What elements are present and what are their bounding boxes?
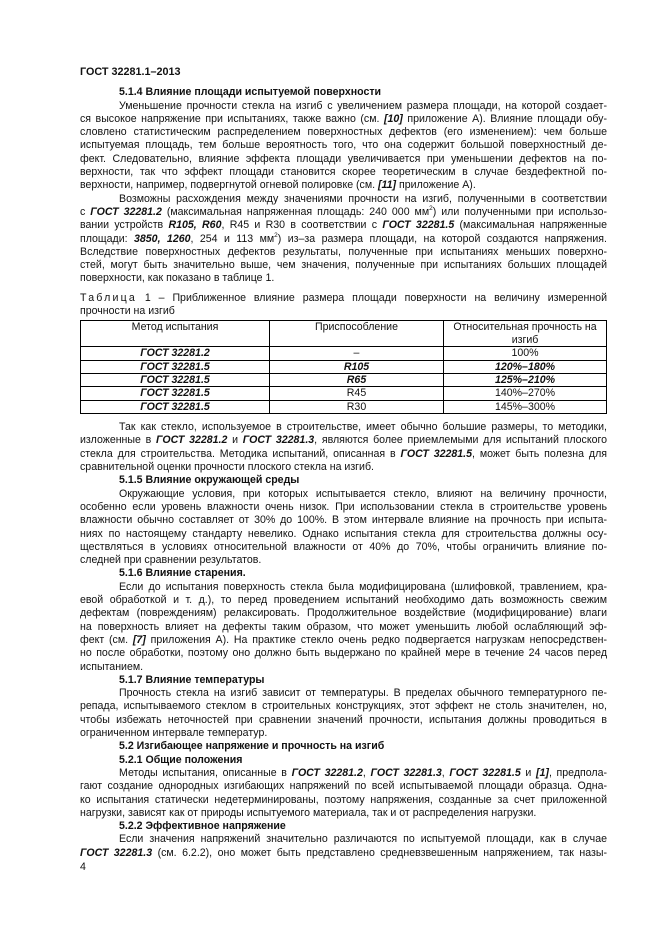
text-run: (максимальная напряженная площадь: 240 000 мм xyxy=(161,205,430,218)
text-line xyxy=(80,767,607,780)
text-run: и xyxy=(227,434,243,447)
cell-strength: 145%–300% xyxy=(444,400,607,413)
text-line xyxy=(80,206,607,219)
paragraph xyxy=(80,193,607,286)
cell-method: ГОСТ 32281.5 xyxy=(81,400,270,413)
strength-table xyxy=(80,320,607,414)
text-line xyxy=(80,714,607,727)
text-run: с xyxy=(80,205,91,218)
table-row xyxy=(81,373,607,386)
text-line xyxy=(80,514,607,527)
text-run: ся высокое напряжение при испытаниях, также важно (см. xyxy=(80,112,384,125)
caption-word: Таблица xyxy=(80,291,137,304)
text-line xyxy=(80,193,607,206)
text-line xyxy=(80,126,607,139)
text-run: , R45 и R30 в соответствии с xyxy=(221,219,383,232)
text-run: влажности обычно составляет от 30% до 100%. В этом интервале влияние на прочность при испыта- xyxy=(80,514,607,527)
reference: ГОСТ 32281.5 xyxy=(382,219,455,232)
table-row xyxy=(81,387,607,400)
document-header: ГОСТ 32281.1–2013 xyxy=(80,66,181,78)
cell-strength: 125%–210% xyxy=(444,373,607,386)
cell-strength: 100% xyxy=(444,347,607,360)
text-line xyxy=(80,179,607,192)
text-run: репада, испытываемого стеклом в строительных конструкциях, этот эффект не столь значителен, но, xyxy=(80,700,607,713)
text-run: (см. 6.2.2), оно может быть представлено средневзвешенным напряжением, так назы- xyxy=(152,846,607,859)
text-run: приложение А). Влияние площади обу- xyxy=(402,112,607,125)
text-line xyxy=(80,272,607,285)
text-run: стей, могут быть значительно выше, чем значения, полученные при испытаниях больших площадей xyxy=(80,259,607,272)
text-line xyxy=(80,246,607,259)
paragraph xyxy=(80,581,607,674)
text-run: , xyxy=(441,766,450,779)
text-line xyxy=(80,833,607,846)
text-line xyxy=(80,581,607,594)
text-run: Если до испытания поверхность стекла была модифицирована (шлифовкой, травлением, кра- xyxy=(119,580,607,593)
text-run: на поверхность влияет на дефекты таким образом, что может уменьшить любой ослабляющий эф- xyxy=(80,620,607,633)
column-header-method: Метод испытания xyxy=(81,321,270,347)
text-run: Так как стекло, используемое в строительстве, имеет обычно большие размеры, то методики, xyxy=(119,421,607,434)
cell-strength: 140%–270% xyxy=(444,387,607,400)
text-run: ) из–за размера площади, на которой создаются напряжения. xyxy=(277,232,607,245)
text-run: испытанием. xyxy=(80,660,144,673)
text-run: приложение А). xyxy=(396,179,476,192)
reference: [11] xyxy=(378,179,397,192)
column-header-strength: Относительная прочность на изгиб xyxy=(444,321,607,347)
reference: ГОСТ 32281.5 xyxy=(449,766,521,779)
text-run: и xyxy=(520,766,536,779)
cell-method: ГОСТ 32281.5 xyxy=(81,387,270,400)
reference: ГОСТ 32281.2 xyxy=(90,205,162,218)
text-line xyxy=(80,100,607,113)
table-row xyxy=(81,360,607,373)
section-heading: 5.1.7 Влияние температуры xyxy=(119,673,265,686)
text-line xyxy=(80,434,607,447)
text-run: Уменьшение прочности стекла на изгиб с увеличением размера площади, на которой создает- xyxy=(119,99,607,112)
text-line xyxy=(80,461,607,474)
text-line xyxy=(80,528,607,541)
text-run: вании устройств xyxy=(80,219,169,232)
superscript: 2 xyxy=(274,231,278,239)
text-line xyxy=(80,687,607,700)
text-line xyxy=(80,541,607,554)
table-caption xyxy=(80,292,607,319)
text-run: Методы испытания, описанные в xyxy=(119,766,292,779)
text-run: ществляться в условиях относительной влажности от 40% до 70%, чтобы ограничить влияние по- xyxy=(80,540,607,553)
column-header-device: Приспособление xyxy=(270,321,444,347)
text-run: Вследствие поверхностных дефектов результаты, полученные при испытаниях меньших поверхно- xyxy=(80,245,607,258)
cell-device: R30 xyxy=(270,400,444,413)
text-run: фект (см. xyxy=(80,633,133,646)
text-run: (максимальная напряженные xyxy=(454,219,608,232)
text-run: , являются более приемлемыми для испытаний плоского xyxy=(314,434,608,447)
table-row xyxy=(81,347,607,360)
cell-device: R45 xyxy=(270,387,444,400)
reference: ГОСТ 32281.2 xyxy=(156,434,228,447)
text-run: испытуемая площадь, тем больше вероятность того, что она содержит большой поверхностный де- xyxy=(80,139,607,152)
text-line xyxy=(80,554,607,567)
cell-device: – xyxy=(270,347,444,360)
text-line xyxy=(80,621,607,634)
section-heading: 5.2.2 Эффективное напряжение xyxy=(119,820,286,833)
section-heading: 5.1.4 Влияние площади испытуемой поверхности xyxy=(119,86,382,99)
text-line xyxy=(80,233,607,246)
sections-continued xyxy=(80,421,607,860)
text-run: стекла для строительства. Методика испытаний, описанная в xyxy=(80,447,401,460)
table-row xyxy=(81,400,607,413)
text-run: гают создание однородных изгибающих напряжений по всей испытываемой площади образца. Одна- xyxy=(80,780,607,793)
document-page xyxy=(80,66,607,874)
text-line xyxy=(80,847,607,860)
cell-method: ГОСТ 32281.2 xyxy=(81,347,270,360)
text-run: ограниченном интервале температур. xyxy=(80,727,268,740)
text-run: , предпола- xyxy=(548,766,608,779)
text-line xyxy=(80,259,607,272)
paragraph xyxy=(80,767,607,820)
text-run: верхности, например, подвергнутой огневой полировке (см. xyxy=(80,179,379,192)
reference: ГОСТ 32281.5 xyxy=(400,447,473,460)
text-line xyxy=(80,421,607,434)
text-line xyxy=(80,501,607,514)
section-heading: 5.2 Изгибающее напряжение и прочность на изгиб xyxy=(119,740,385,753)
superscript: 2 xyxy=(429,204,433,212)
text-run: ко испытания статически недетерминированы, поэтому напряжения, созданные за счет приложенной xyxy=(80,793,607,806)
text-run: Если значения напряжений значительно различаются по испытуемой площади, как в случае xyxy=(119,833,607,846)
text-run: верхности, так что эффект площади становится скорее теоретическим в случае бездефектной по- xyxy=(80,166,607,179)
caption-line: прочности на изгиб xyxy=(80,305,175,318)
text-line xyxy=(80,594,607,607)
table-header-row xyxy=(81,321,607,347)
text-run: евой обработкой и т. д.), то перед проведением испытаний необходимо дать возможность свежим xyxy=(80,594,607,607)
text-run: Возможны расхождения между значениями прочности на изгиб, полученными в соответствии xyxy=(119,192,607,205)
text-line xyxy=(80,219,607,232)
text-line xyxy=(80,661,607,674)
reference: ГОСТ 32281.3 xyxy=(242,434,315,447)
cell-device: R65 xyxy=(270,373,444,386)
text-run: Окружающие условия, при которых испытывается стекло, влияют на величину прочности, xyxy=(119,487,607,500)
text-line xyxy=(80,607,607,620)
text-line xyxy=(80,153,607,166)
cell-strength: 120%–180% xyxy=(444,360,607,373)
text-line xyxy=(80,647,607,660)
text-run: изложенные в xyxy=(80,434,157,447)
cell-method: ГОСТ 32281.5 xyxy=(81,360,270,373)
section-heading: 5.2.1 Общие положения xyxy=(119,753,243,766)
text-run: , может быть полезна для xyxy=(472,447,607,460)
reference: 3850, 1260 xyxy=(134,232,191,245)
text-line xyxy=(80,807,607,820)
reference: [10] xyxy=(383,112,403,125)
text-run: площади: xyxy=(80,232,134,245)
reference: [1] xyxy=(535,766,549,779)
paragraph xyxy=(80,833,607,860)
cell-method: ГОСТ 32281.5 xyxy=(81,373,270,386)
cell-device: R105 xyxy=(270,360,444,373)
section-5-1-4 xyxy=(80,86,607,285)
text-line xyxy=(80,488,607,501)
paragraph xyxy=(80,100,607,193)
reference: R105, R60 xyxy=(168,219,222,232)
text-run: ниях по настоящему стандарту невелико. Однако испытания стекла для строительства должны осу- xyxy=(80,527,607,540)
text-run: ) или полученными при использо- xyxy=(432,205,607,218)
text-line xyxy=(80,634,607,647)
paragraph xyxy=(80,488,607,568)
caption-text: 1 – Приближенное влияние размера площади поверхности на величину измеренной xyxy=(136,291,607,304)
caption-line xyxy=(80,292,607,305)
page-number: 4 xyxy=(80,860,86,873)
text-run: , 254 и 113 мм xyxy=(190,232,275,245)
text-run: следней при сравнении результатов. xyxy=(80,554,262,567)
text-run: поверхности, как показано в таблице 1. xyxy=(80,272,275,285)
text-run: фект. Следовательно, влияние эффекта площади увеличивается при уменьшении дефектов на по- xyxy=(80,152,607,165)
reference: ГОСТ 32281.3 xyxy=(370,766,442,779)
text-run: , xyxy=(362,766,371,779)
text-run: сравнительной оценки прочности плоского стекла на изгиб. xyxy=(80,461,374,474)
text-line xyxy=(80,448,607,461)
reference: ГОСТ 32281.2 xyxy=(291,766,363,779)
text-run: нагрузки, зависят как от природы испытуемого материала, так и от распределения нагрузки. xyxy=(80,806,537,819)
text-run: дефектам (повреждениям) релаксировать. Продолжительное воздействие (модифицирование) влаги xyxy=(80,607,607,620)
text-run: Прочность стекла на изгиб зависит от температуры. В пределах обычного температурного пе- xyxy=(119,687,607,700)
section-heading: 5.1.5 Влияние окружающей среды xyxy=(119,474,300,487)
text-line xyxy=(80,780,607,793)
text-run: приложения А). На практике стекло очень редко подвергается нагрузкам непосредствен- xyxy=(145,633,607,646)
text-line xyxy=(80,700,607,713)
section-heading: 5.1.6 Влияние старения. xyxy=(119,567,246,580)
text-line xyxy=(80,727,607,740)
reference: [7] xyxy=(132,633,146,646)
paragraph xyxy=(80,687,607,740)
text-run: особенно если уровень влажности очень низок. При использовании стекла в строительстве уровень xyxy=(80,500,607,513)
text-run: словлено статистическим распределением поверхностных дефектов (его изменением): чем больше xyxy=(80,126,607,139)
text-line xyxy=(80,113,607,126)
paragraph xyxy=(80,421,607,474)
text-line xyxy=(80,139,607,152)
reference: ГОСТ 32281.3 xyxy=(80,846,153,859)
text-line xyxy=(80,166,607,179)
text-run: но после обработки, поэтому оно должно быть выдержано по крайней мере в течение 24 часов перед xyxy=(80,647,607,660)
text-run: чтобы избежать неточностей при сравнении значений прочности, испытания должны проводиться в xyxy=(80,713,607,726)
text-line xyxy=(80,794,607,807)
